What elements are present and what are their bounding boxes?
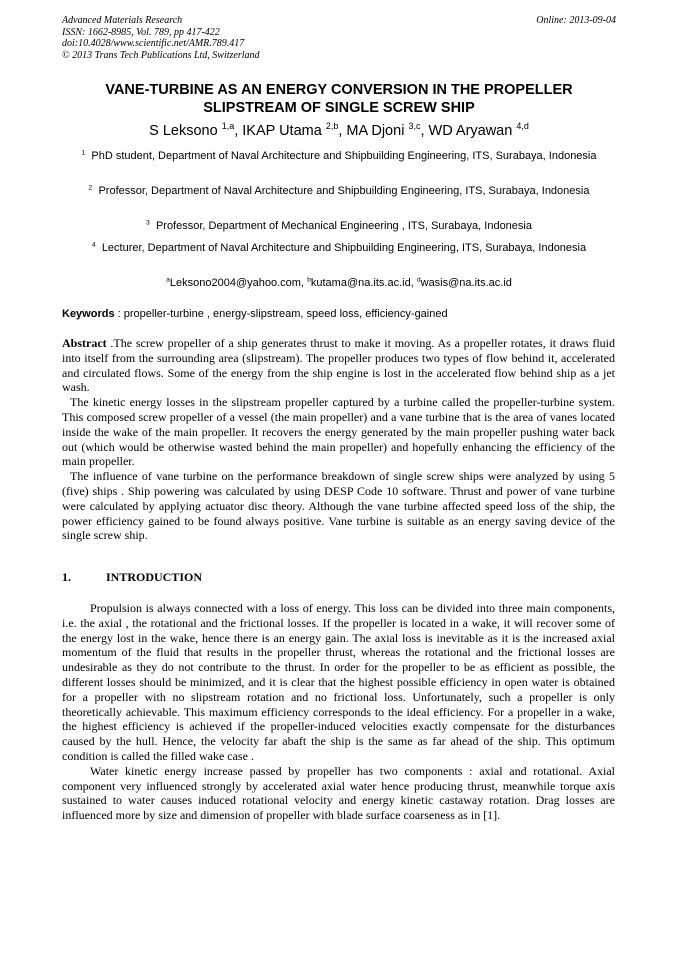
section-title: INTRODUCTION [106,570,203,584]
affiliation-num: 1 [81,149,86,157]
affiliation-3 [72,219,606,234]
author-list: S Leksono $^{1,a}$, IKAP Utama $^{2,b}$, MA Djoni $^{3,c}$, WD Aryawan $^{4,d}$ [149,121,529,139]
email-sup: b [307,276,311,284]
affiliation-1 [72,149,606,164]
author-name: S Leksono [149,123,218,139]
author-sup: 1,a [221,121,235,132]
abstract-paragraph: The influence of vane turbine on the performance breakdown of single screw ships were analyzed by using 5 (five) ships . Ship powering was calculated by using DESP Code 10 software. Thrust and power of vane turbine were calculated by applying actuator disc theory. Although the vane turbine affected speed loss of the ship, the power efficiency gained to be found always positive. Vane turbine is suitable as an energy saving device of the single screw ship. [62,469,615,543]
intro-paragraph: Propulsion is always connected with a loss of energy. This loss can be divided into three main components, i.e. the axial , the rotational and the frictional losses. If the propeller is located in a wake, it will recover some of the energy lost in the wake, hence there is an energy gain. The axial loss is inevitable as it is the increased axial momentum of the fluid that results in the propeller thrust, whereas the rotational and the frictional losses are undesirable as they do not contribute to the thrust. In order for the propeller to be as efficient as possible, the different losses should be minimized, and it is clear that the highest possible efficiency in open water is obtained for a propeller with no slipstream rotation and no frictional loss. Unfortunately, such a propeller is only theoretically achievable. This maximum efficiency corresponds to the ideal efficiency. For a propeller in a wake, the highest efficiency is achieved if the propeller-induced velocities exactly compensate for the disturbances caused by the hull. Hence, the velocity far abaft the ship is the same as far ahead of the ship. This optimum condition is called the filled wake case . [62,601,615,763]
doi: doi:10.4028/www.scientific.net/AMR.789.417 [62,38,245,49]
author-sup: 2,b [325,121,339,132]
author-name: IKAP Utama [242,123,322,139]
keywords-label: Keywords [62,308,115,320]
title-line-1: VANE-TURBINE AS AN ENERGY CONVERSION IN THE PROPELLER [105,82,573,98]
affiliation-text: Professor, Department of Mechanical Engineering , ITS, Surabaya, Indonesia [155,220,532,232]
affiliation-text: PhD student, Department of Naval Architecture and Shipbuilding Engineering, ITS, Surabaya, Indonesia [91,150,597,162]
abstract-label: Abstract [62,336,107,350]
affiliation-num: 3 [146,219,150,227]
email-sup: a [166,276,170,284]
abstract [62,336,615,543]
keywords-text: : propeller-turbine , energy-slipstream, speed loss, efficiency-gained [114,308,448,320]
keywords [62,307,616,322]
email-link[interactable]: wasis@na.its.ac.id [420,277,512,289]
email-list: $^a$Leksono2004@yahoo.com, $^b$kutama@na.its.ac.id, $^d$wasis@na.its.ac.id [166,276,512,289]
paper-title [60,81,618,117]
email-link[interactable]: Leksono2004@yahoo.com [169,277,301,289]
journal-header [62,15,616,61]
abstract-text: .The screw propeller of a ship generates thrust to make it moving. As a propeller rotates, it draws fluid into itself from the surrounding area (slipstream). The propeller produces two types of flow behind it, accelerated and circulated flows. Some of the energy from the ship engine is lost in the accelerated flow behind ship as a jet wash. [62,336,615,395]
email-link[interactable]: kutama@na.its.ac.id [310,277,411,289]
journal-name: Advanced Materials Research [62,15,183,26]
issn: ISSN: 1662-8985, Vol. 789, pp 417-422 [62,26,220,38]
affiliation-num: 2 [88,184,93,192]
author-sup: 4,d [516,121,529,132]
introduction-body [62,601,615,823]
email-sup: d [416,276,421,284]
author-sup: 3,c [408,121,421,132]
title-line-2: SLIPSTREAM OF SINGLE SCREW SHIP [203,100,475,116]
section-number: 1. [62,570,71,584]
affiliation-text: Professor, Department of Naval Architecture and Shipbuilding Engineering, ITS, Surabaya, Indonesia [98,185,590,197]
abstract-paragraph: The kinetic energy losses in the slipstream propeller captured by a turbine called the propeller-turbine system. This composed screw propeller of a vessel (the main propeller) and a vane turbine that is the area of vanes located inside the wake of the main propeller. It recovers the energy generated by the main propeller pushing water back out (which would be otherwise wasted behind the main propeller) and hopefully enhancing the efficiency of the main propeller. [62,395,615,469]
abstract-paragraph [62,336,615,395]
affiliation-text: Lecturer, Department of Naval Architecture and Shipbuilding Engineering, ITS, Surabaya, Indonesia [101,242,587,254]
section-heading [62,570,202,585]
author-name: WD Aryawan [428,123,513,139]
affiliation-2 [72,184,606,199]
intro-paragraph: Water kinetic energy increase passed by propeller has two components : axial and rotational. Axial component very influenced strongly by accelerated axial water hence producing thrust, meanwhile torque axis sustained to water causes induced rotational velocity and energy kinetic castaway rotation. Drag losses are influenced more by size and dimension of propeller with blade surface coarseness as in [1]. [62,763,615,823]
affiliation-4 [72,241,606,256]
author-name: MA Djoni [346,123,405,139]
affiliation-num: 4 [91,241,96,249]
copyright: © 2013 Trans Tech Publications Ltd, Switzerland [62,49,260,61]
online-date: Online: 2013-09-04 [536,15,616,26]
